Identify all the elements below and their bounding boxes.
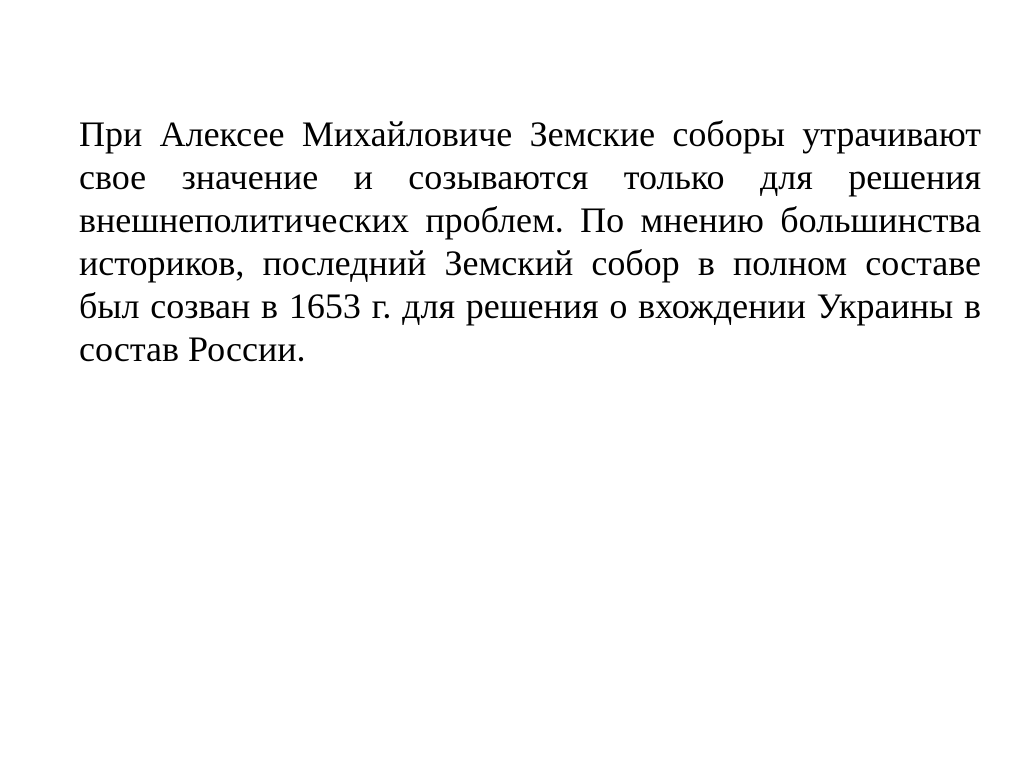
slide-paragraph: При Алексее Михайловиче Земские соборы утрачивают свое значение и созываются только для решения внешнеполитических проблем. По мнению большинства историков, последний Земский собор в полном составе был созван в 1653 г. для решения о вхождении Украины в состав России. [79, 114, 981, 369]
